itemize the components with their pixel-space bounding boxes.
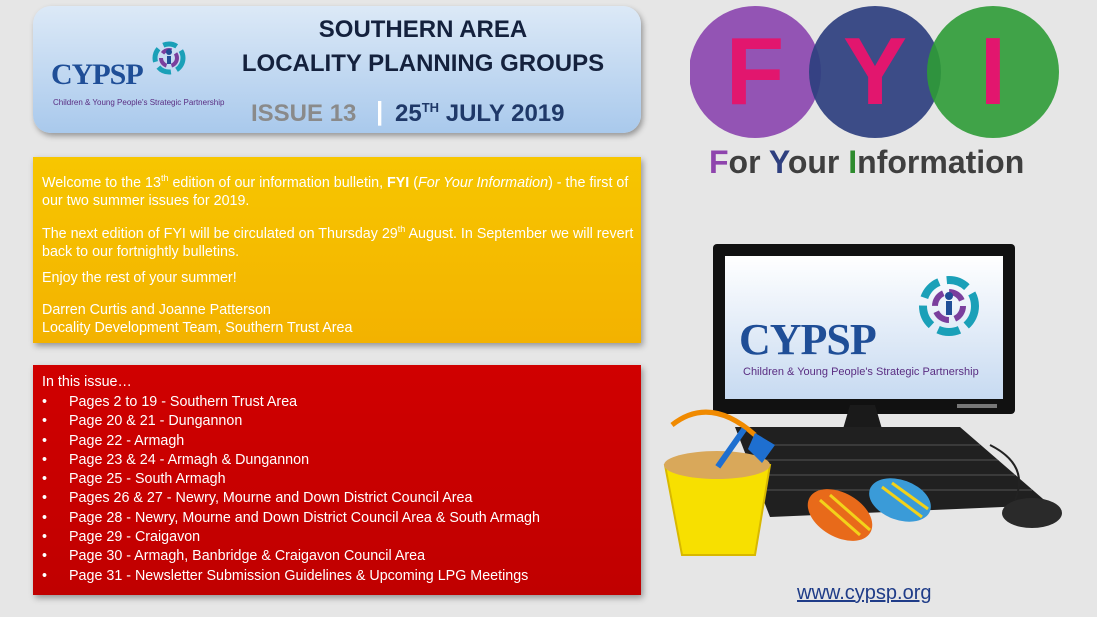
bullet: • — [42, 413, 48, 430]
fyi-letter-y: Y — [842, 18, 908, 125]
list-item-text: Page 25 - South Armagh — [69, 471, 226, 488]
list-item-text: Page 29 - Craigavon — [69, 529, 201, 546]
bullet: • — [42, 451, 48, 468]
header-separator: | — [376, 96, 384, 126]
fyi-bold: FYI — [387, 174, 410, 191]
date-day: 25 — [395, 100, 422, 127]
signature-line-2: Locality Development Team, Southern Trust Area — [42, 320, 353, 336]
logo-subtitle: Children & Young People's Strategic Partnership — [53, 98, 225, 107]
bullet: • — [42, 394, 48, 410]
monitor-screen — [725, 256, 1003, 399]
fyi-letter-i: I — [979, 18, 1007, 125]
bullet: • — [42, 471, 48, 488]
list-item — [42, 528, 540, 547]
fyi-italic: For Your Information — [418, 174, 549, 191]
cypsp-logo-icon — [909, 270, 989, 340]
contents-list — [42, 393, 540, 586]
fyi-graphic — [690, 4, 1070, 140]
computer-monitor — [713, 244, 1015, 414]
screen-logo-text: CYPSP — [739, 315, 876, 364]
list-item — [42, 432, 540, 451]
text: edition of our information bulletin, — [168, 174, 388, 191]
mouse-icon — [1002, 498, 1062, 528]
header-card — [33, 6, 641, 133]
list-item-text: Page 30 - Armagh, Banbridge & Craigavon Council Area — [69, 548, 426, 565]
screen-logo-subtitle: Children & Young People's Strategic Partnership — [743, 366, 979, 378]
text: Welcome to the 13 — [42, 174, 161, 191]
welcome-paragraph-1 — [42, 169, 637, 210]
list-item — [42, 509, 540, 528]
bullet: • — [42, 509, 48, 526]
contents-intro: In this issue… — [42, 374, 132, 390]
welcome-paragraph-2 — [42, 220, 637, 261]
website-link[interactable]: www.cypsp.org — [797, 582, 932, 604]
bullet: • — [42, 432, 48, 449]
text: I — [848, 144, 858, 180]
welcome-box — [33, 157, 641, 343]
sup: th — [397, 224, 406, 234]
sup: th — [160, 173, 169, 183]
cypsp-logo — [47, 36, 227, 116]
list-item-text: Pages 26 & 27 - Newry, Mourne and Down District Council Area — [69, 490, 473, 507]
list-item-text: Page 31 - Newsletter Submission Guidelines & Upcoming LPG Meetings — [69, 567, 529, 584]
list-item-text: Pages 2 to 19 - Southern Trust Area — [69, 394, 298, 410]
list-item — [42, 547, 540, 566]
issue-date — [395, 100, 564, 128]
list-item-text: Page 20 & 21 - Dungannon — [69, 413, 243, 430]
monitor-stand — [843, 405, 882, 429]
date-rest: JULY 2019 — [439, 100, 565, 127]
contents-box — [33, 365, 641, 595]
bullet: • — [42, 548, 48, 565]
signature-line-1: Darren Curtis and Joanne Patterson — [42, 302, 271, 318]
text: The next edition of FYI will be circulated on Thursday 29 — [42, 225, 398, 242]
list-item — [42, 451, 540, 470]
text: F — [709, 144, 729, 180]
date-suffix: TH — [421, 100, 440, 115]
welcome-paragraph-3: Enjoy the rest of your summer! — [42, 270, 237, 286]
text: ) - the first of our two summer issues for 2019. — [42, 174, 629, 209]
header-title-line2: LOCALITY PLANNING GROUPS — [241, 50, 605, 77]
cypsp-logo-icon — [147, 36, 207, 86]
text: our — [787, 144, 849, 180]
bullet: • — [42, 529, 48, 546]
list-item-text: Page 23 & 24 - Armagh & Dungannon — [69, 451, 310, 468]
list-item — [42, 412, 540, 431]
list-item — [42, 393, 540, 412]
list-item-text: Page 28 - Newry, Mourne and Down District Council Area & South Armagh — [69, 509, 540, 526]
list-item — [42, 567, 540, 586]
text: Y — [768, 144, 788, 180]
text: nformation — [857, 144, 1025, 180]
list-item-text: Page 22 - Armagh — [69, 432, 185, 449]
header-title-line1: SOUTHERN AREA — [318, 16, 528, 43]
text: ( — [409, 174, 419, 191]
fyi-title — [709, 144, 1024, 181]
list-item — [42, 489, 540, 508]
text: or — [728, 144, 769, 180]
fyi-letter-f: F — [725, 18, 785, 125]
text: August. In September we will revert back to our fortnightly bulletins. — [42, 225, 634, 260]
logo-text: CYPSP — [51, 58, 143, 91]
bullet: • — [42, 490, 48, 507]
beach-desk-illustration — [660, 405, 1080, 580]
issue-number: ISSUE 13 — [251, 100, 357, 127]
bullet: • — [42, 567, 48, 584]
list-item — [42, 470, 540, 489]
